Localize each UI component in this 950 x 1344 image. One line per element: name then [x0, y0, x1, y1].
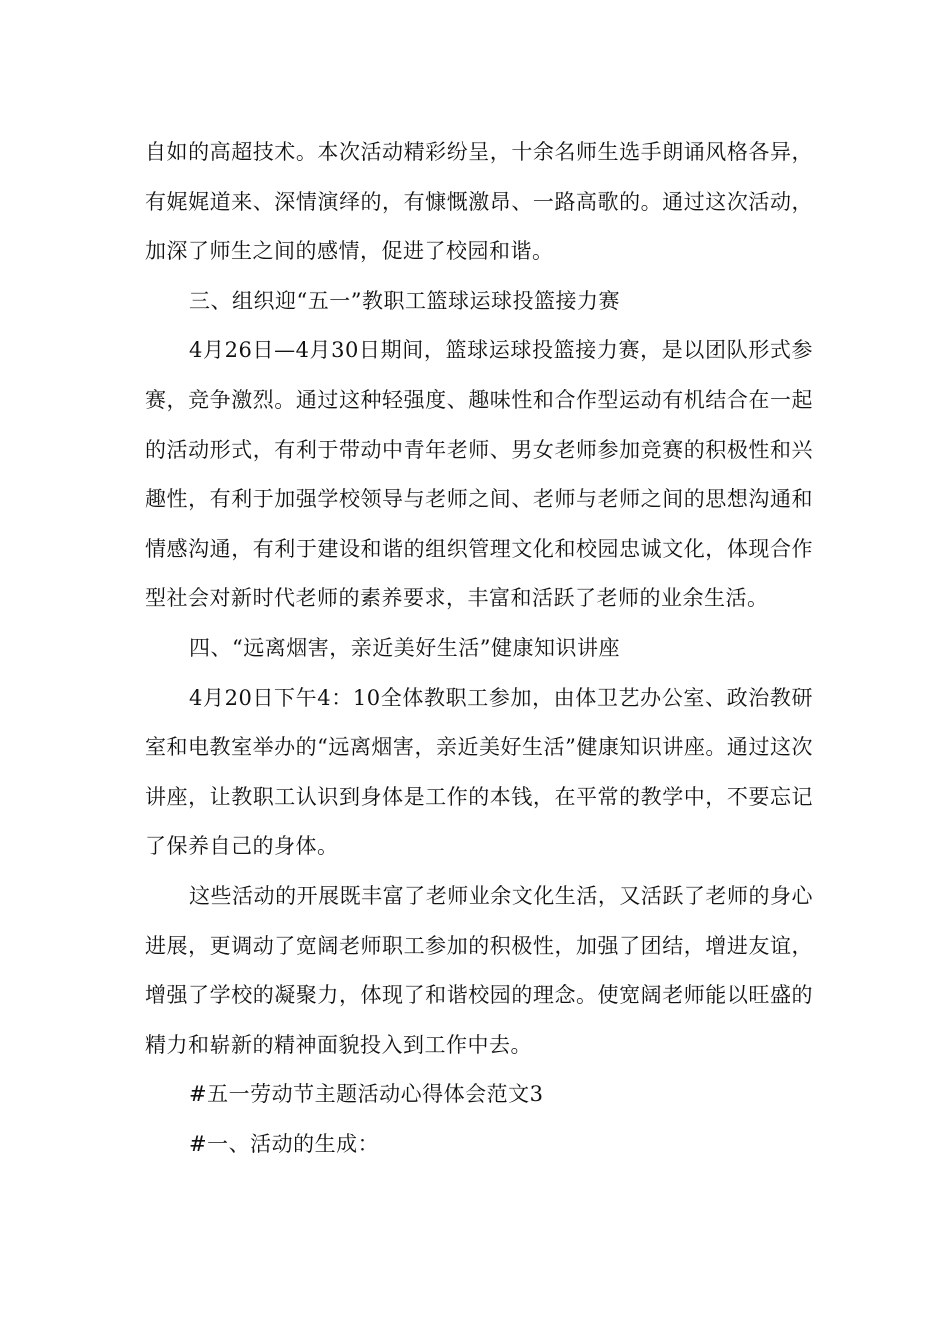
paragraph-health-lecture: 4月20日下午4：10全体教职工参加，由体卫艺办公室、政治教研室和电教室举办的“远离烟害，亲近美好生活”健康知识讲座。通过这次讲座，让教职工认识到身体是工作的本钱，在平常的教学中，不要忘记了保养自己的身体。 [145, 685, 813, 859]
section-heading-basketball: 三、组织迎“五一”教职工篮球运球投篮接力赛 [189, 288, 620, 313]
essay-title: #五一劳动节主题活动心得体会范文3 [189, 1082, 544, 1107]
section-heading-health-lecture: 四、“远离烟害，亲近美好生活”健康知识讲座 [189, 635, 620, 660]
paragraph-continuation: 自如的高超技术。本次活动精彩纷呈，十余名师生选手朗诵风格各异，有娓娓道来、深情演绎的，有慷慨激昂、一路高歌的。通过这次活动，加深了师生之间的感情，促进了校园和谐。 [145, 140, 813, 264]
paragraph-basketball: 4月26日—4月30日期间，篮球运球投篮接力赛，是以团队形式参赛，竞争激烈。通过这种轻强度、趣味性和合作型运动有机结合在一起的活动形式，有利于带动中青年老师、男女老师参加竞赛的积极性和兴趣性，有利于加强学校领导与老师之间、老师与老师之间的思想沟通和情感沟通，有利于建设和谐的组织管理文化和校园忠诚文化，体现合作型社会对新时代老师的素养要求，丰富和活跃了老师的业余生活。 [145, 338, 813, 611]
paragraph-summary: 这些活动的开展既丰富了老师业余文化生活，又活跃了老师的身心进展，更调动了宽阔老师职工参加的积极性，加强了团结，增进友谊，增强了学校的凝聚力，体现了和谐校园的理念。使宽阔老师能以旺盛的精力和崭新的精神面貌投入到工作中去。 [145, 883, 813, 1057]
document-body [145, 128, 813, 1169]
essay-subheading: #一、活动的生成： [189, 1131, 380, 1156]
